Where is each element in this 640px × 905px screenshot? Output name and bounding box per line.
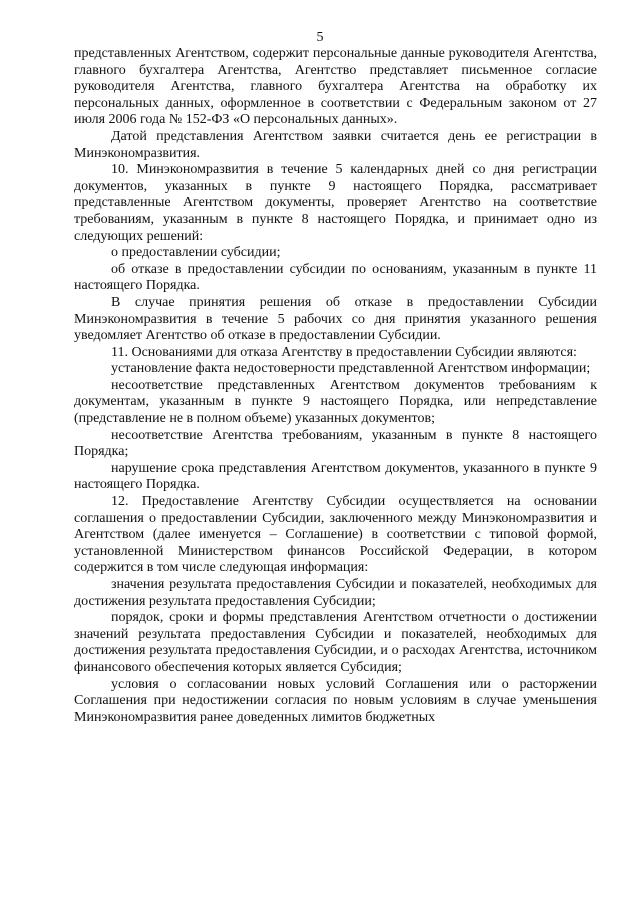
- paragraph: условия о согласовании новых условий Соглашения или о расторжении Соглашения при недостижении согласия по новым условиям в случае уменьшения Минэкономразвития ранее доведенных лимитов бюджетных: [74, 676, 597, 725]
- paragraph: значения результата предоставления Субсидии и показателей, необходимых для достижения результата предоставления Субсидии;: [74, 577, 597, 609]
- paragraph: порядок, сроки и формы представления Агентством отчетности о достижении значений результата предоставления Субсидии и показателей, необходимых для достижения результата предоставления Субсидии, и о расходах Агентства, источником финансового обеспечения которых является Субсидия;: [74, 610, 597, 675]
- paragraph: В случае принятия решения об отказе в предоставлении Субсидии Минэкономразвития в течение 5 рабочих со дня принятия указанного решения уведомляет Агентство об отказе в предоставлении Субсидии.: [74, 294, 597, 344]
- paragraph: установление факта недостоверности представленной Агентством информации;: [111, 361, 591, 377]
- paragraph: 11. Основаниями для отказа Агентству в предоставлении Субсидии являются:: [111, 344, 577, 360]
- paragraph: об отказе в предоставлении субсидии по основаниям, указанным в пункте 11 настоящего Порядка.: [74, 261, 597, 294]
- paragraph: несоответствие Агентства требованиям, указанным в пункте 8 настоящего Порядка;: [74, 427, 597, 460]
- paragraph: 10. Минэкономразвития в течение 5 календарных дней со дня регистрации документов, указанных в пункте 9 настоящего Порядка, рассматривает представленные Агентством документы, проверяет Агентство на соответствие требованиям, указанным в пункте 8 настоящего Порядка, и принимает одно из следующих решений:: [74, 162, 597, 244]
- paragraph: несоответствие представленных Агентством документов требованиям к документам, указанным в пункте 9 настоящего Порядка, или непредставление (представление не в полном объеме) указанных документов;: [74, 377, 597, 427]
- paragraph: нарушение срока представления Агентством документов, указанного в пункте 9 настоящего Порядка.: [74, 460, 597, 493]
- document-body: [74, 46, 597, 726]
- paragraph: Датой представления Агентством заявки считается день ее регистрации в Минэкономразвития.: [74, 128, 597, 161]
- paragraph: 12. Предоставление Агентству Субсидии осуществляется на основании соглашения о предоставлении Субсидии, заключенного между Минэкономразвития и Агентством (далее именуется – Соглашение) в соответствии с типовой формой, установленной Министерством финансов Российской Федерации, в котором содержится в том числе следующая информация:: [74, 494, 597, 576]
- paragraph: о предоставлении субсидии;: [111, 245, 281, 261]
- paragraph: представленных Агентством, содержит персональные данные руководителя Агентства, главного бухгалтера Агентства, Агентство представляет письменное согласие руководителя Агентства, главного бухгалтера Агентства на обработку их персональных данных, оформленное в соответствии с Федеральным законом от 27 июля 2006 года № 152-ФЗ «О персональных данных».: [74, 46, 597, 128]
- page-number: 5: [316, 30, 324, 45]
